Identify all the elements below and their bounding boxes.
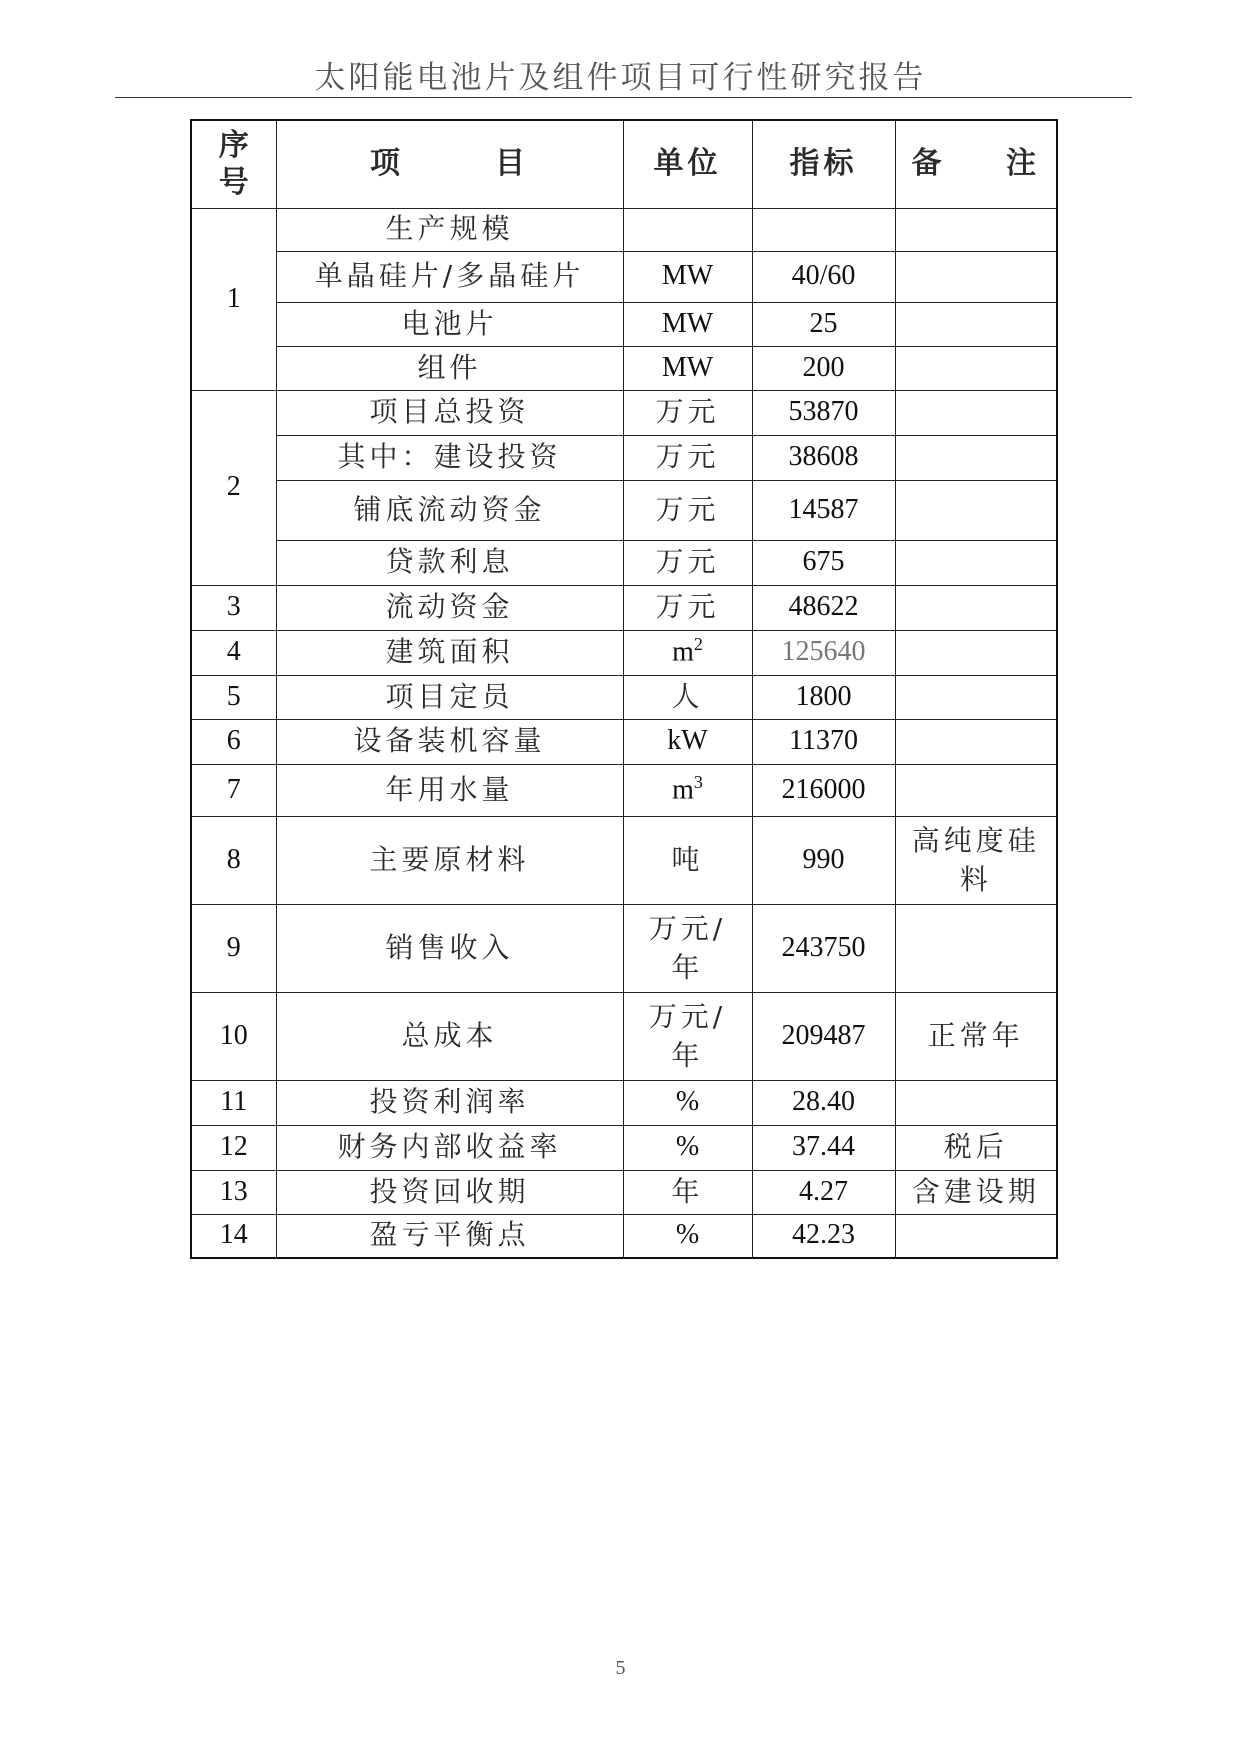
row-value: 48622: [752, 585, 895, 630]
row-value: 25: [752, 302, 895, 346]
row-seq: 6: [191, 719, 276, 764]
unit-base: m: [672, 636, 694, 668]
header-item-left: 项: [370, 146, 405, 182]
unit-superscript: 2: [693, 634, 703, 655]
row-value: 243750: [752, 904, 895, 992]
page-number: 5: [615, 1657, 626, 1679]
row-unit: [623, 992, 752, 1080]
row-item: 生产规模: [276, 208, 623, 251]
table-row: [191, 251, 1057, 302]
unit-superscript: 3: [693, 771, 703, 792]
row-remark: [895, 585, 1057, 630]
row-unit-text: 万元/年: [648, 911, 727, 984]
row-value: 38608: [752, 435, 895, 480]
row-seq: 10: [191, 992, 276, 1080]
row-seq: 14: [191, 1214, 276, 1258]
row-item: 投资利润率: [276, 1080, 623, 1125]
row-remark: [895, 540, 1057, 585]
row-unit: [623, 764, 752, 816]
row-remark: 含建设期: [895, 1170, 1057, 1214]
header-remark: [895, 120, 1057, 208]
row-unit: kW: [623, 719, 752, 764]
row-unit: [623, 208, 752, 251]
row-value: 209487: [752, 992, 895, 1080]
table-row: [191, 675, 1057, 719]
table-row: [191, 719, 1057, 764]
row-item: 主要原材料: [276, 816, 623, 904]
table-row: [191, 208, 1057, 251]
row-seq: 7: [191, 764, 276, 816]
row-remark: [895, 675, 1057, 719]
row-remark-text: 高纯度硅料: [911, 823, 1040, 896]
row-unit: 万元: [623, 435, 752, 480]
row-unit: 万元: [623, 390, 752, 435]
row-item: 贷款利息: [276, 540, 623, 585]
row-unit: 人: [623, 675, 752, 719]
row-item: 投资回收期: [276, 1170, 623, 1214]
table-row: [191, 480, 1057, 540]
row-item: 铺底流动资金: [276, 480, 623, 540]
row-unit-text: 万元/年: [648, 999, 727, 1072]
row-remark: [895, 904, 1057, 992]
row-unit: MW: [623, 346, 752, 390]
row-item: 总成本: [276, 992, 623, 1080]
row-seq: 11: [191, 1080, 276, 1125]
table-row: [191, 302, 1057, 346]
row-value: 14587: [752, 480, 895, 540]
table-row: [191, 1125, 1057, 1170]
row-remark: [895, 390, 1057, 435]
row-unit: 万元: [623, 480, 752, 540]
row-item: 财务内部收益率: [276, 1125, 623, 1170]
table-row: [191, 435, 1057, 480]
row-seq: 9: [191, 904, 276, 992]
row-seq: 13: [191, 1170, 276, 1214]
row-remark: [895, 208, 1057, 251]
row-item: 项目定员: [276, 675, 623, 719]
row-unit: [623, 630, 752, 675]
row-value: 11370: [752, 719, 895, 764]
row-value: 28.40: [752, 1080, 895, 1125]
header-seq-label: 序号: [218, 127, 249, 201]
header-item: [276, 120, 623, 208]
project-indicator-table: [190, 119, 1058, 1259]
row-value: 53870: [752, 390, 895, 435]
table-row: [191, 904, 1057, 992]
row-seq: 8: [191, 816, 276, 904]
row-value: 125640: [752, 630, 895, 675]
row-unit: %: [623, 1080, 752, 1125]
row-remark: [895, 302, 1057, 346]
row-item: 建筑面积: [276, 630, 623, 675]
header-remark-left: 备: [911, 146, 946, 182]
header-divider: [115, 97, 1132, 98]
table-row: [191, 540, 1057, 585]
table-row: [191, 816, 1057, 904]
row-item: 盈亏平衡点: [276, 1214, 623, 1258]
row-value: 42.23: [752, 1214, 895, 1258]
row-unit: 万元: [623, 585, 752, 630]
header-remark-right: 注: [1006, 146, 1040, 182]
row-remark: 税后: [895, 1125, 1057, 1170]
row-remark: [895, 1080, 1057, 1125]
row-value: 40/60: [752, 251, 895, 302]
row-unit: %: [623, 1125, 752, 1170]
row-value: 4.27: [752, 1170, 895, 1214]
row-value: 675: [752, 540, 895, 585]
table-row: [191, 1170, 1057, 1214]
row-unit: 万元: [623, 540, 752, 585]
row-seq: 1: [191, 208, 276, 390]
row-remark: [895, 816, 1057, 904]
row-unit: 年: [623, 1170, 752, 1214]
header-indicator-label: 指标: [789, 146, 858, 182]
table-row: [191, 585, 1057, 630]
row-remark: [895, 719, 1057, 764]
row-remark: [895, 435, 1057, 480]
row-item: 单晶硅片/多晶硅片: [276, 251, 623, 302]
row-item: 流动资金: [276, 585, 623, 630]
row-value: 200: [752, 346, 895, 390]
row-remark: [895, 764, 1057, 816]
row-value: 990: [752, 816, 895, 904]
table-row: [191, 346, 1057, 390]
row-value: [752, 208, 895, 251]
row-unit: MW: [623, 251, 752, 302]
row-unit: %: [623, 1214, 752, 1258]
row-remark: [895, 480, 1057, 540]
row-remark: 正常年: [895, 992, 1057, 1080]
row-item: 组件: [276, 346, 623, 390]
row-seq: 4: [191, 630, 276, 675]
row-item: 电池片: [276, 302, 623, 346]
row-item: 其中：建设投资: [276, 435, 623, 480]
table-header-row: [191, 120, 1057, 208]
row-seq: 12: [191, 1125, 276, 1170]
row-unit: MW: [623, 302, 752, 346]
table-row: [191, 390, 1057, 435]
table-row: [191, 1080, 1057, 1125]
table-row: [191, 992, 1057, 1080]
row-value: 216000: [752, 764, 895, 816]
table-row: [191, 630, 1057, 675]
header-unit: [623, 120, 752, 208]
header-seq: [191, 120, 276, 208]
row-item: 年用水量: [276, 764, 623, 816]
row-seq: 5: [191, 675, 276, 719]
row-unit: 吨: [623, 816, 752, 904]
header-indicator: [752, 120, 895, 208]
row-item: 设备装机容量: [276, 719, 623, 764]
page-header-title: 太阳能电池片及组件项目可行性研究报告: [314, 60, 927, 96]
row-remark: [895, 251, 1057, 302]
row-item: 项目总投资: [276, 390, 623, 435]
row-seq: 3: [191, 585, 276, 630]
row-value: 37.44: [752, 1125, 895, 1170]
row-unit: [623, 904, 752, 992]
table-row: [191, 764, 1057, 816]
row-value: 1800: [752, 675, 895, 719]
unit-base: m: [672, 774, 694, 806]
row-remark: [895, 1214, 1057, 1258]
row-remark: [895, 630, 1057, 675]
header-unit-label: 单位: [653, 146, 722, 182]
header-item-right: 目: [494, 146, 529, 182]
row-item: 销售收入: [276, 904, 623, 992]
row-remark: [895, 346, 1057, 390]
row-seq: 2: [191, 390, 276, 585]
table-row: [191, 1214, 1057, 1258]
